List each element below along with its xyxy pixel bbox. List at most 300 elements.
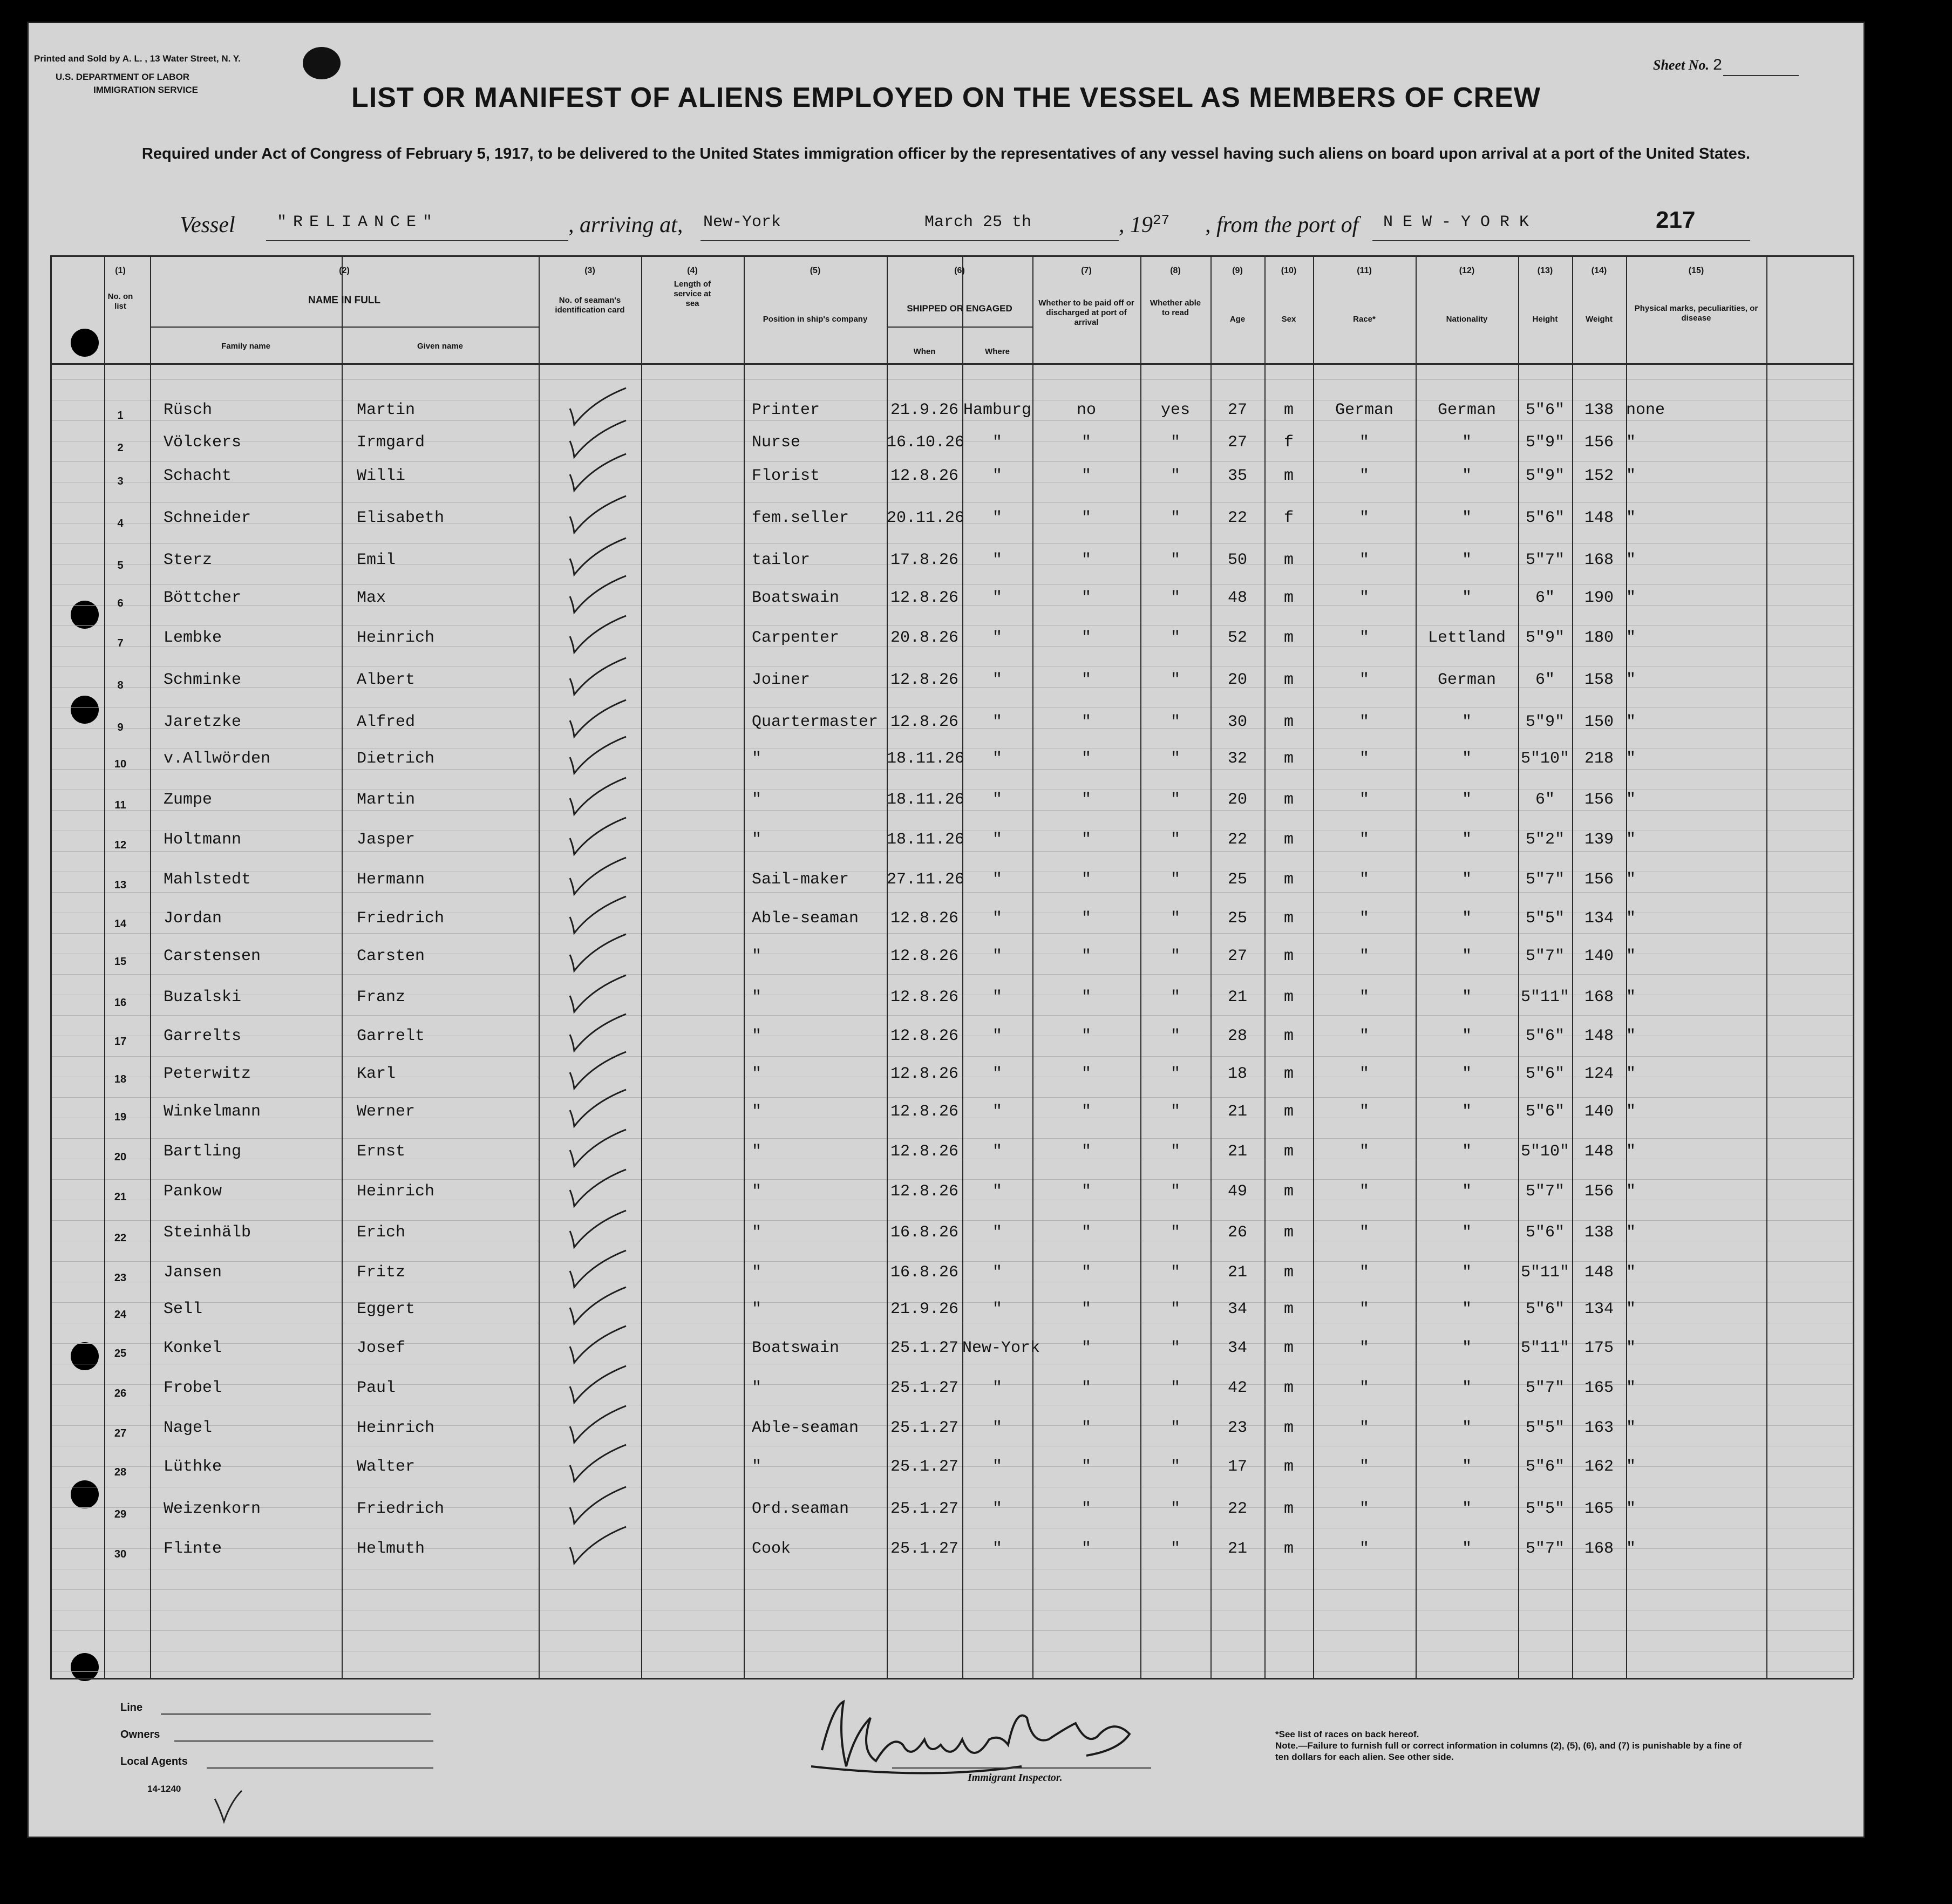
position-cell: Able-seaman [752, 909, 859, 928]
col-header-sex: Sex [1281, 315, 1296, 324]
weight-cell: 165 [1584, 1500, 1614, 1518]
when-cell: 21.9.26 [890, 401, 959, 419]
column-line [641, 255, 642, 1678]
paid-off-cell: " [1081, 1339, 1091, 1357]
able-to-read-cell: " [1170, 1500, 1180, 1518]
col-header-when: When [913, 347, 936, 356]
physical-marks-cell: " [1626, 1027, 1636, 1045]
nationality-cell: " [1461, 1379, 1472, 1397]
paid-off-cell: " [1081, 589, 1091, 607]
able-to-read-cell: " [1170, 1143, 1180, 1161]
physical-marks-cell: " [1626, 871, 1636, 889]
age-cell: 21 [1227, 1263, 1247, 1282]
able-to-read-cell: " [1170, 988, 1180, 1007]
able-to-read-cell: " [1170, 1458, 1180, 1476]
age-cell: 32 [1227, 750, 1247, 768]
when-cell: 12.8.26 [890, 1027, 959, 1045]
column-line [539, 255, 540, 1678]
family-name-cell: Flinte [164, 1540, 222, 1558]
height-cell: 5"10" [1520, 1143, 1569, 1161]
family-name-cell: Jaretzke [164, 713, 242, 731]
weight-cell: 168 [1584, 1540, 1614, 1558]
where-cell: " [992, 831, 1002, 849]
row-number-cell: 26 [114, 1388, 127, 1399]
race-cell: " [1359, 831, 1369, 849]
where-cell: " [992, 509, 1002, 527]
position-cell: " [752, 791, 762, 809]
height-cell: 5"7" [1525, 1182, 1565, 1201]
race-cell: " [1359, 909, 1369, 928]
able-to-read-cell: " [1170, 750, 1180, 768]
given-name-cell: Hermann [357, 871, 425, 889]
page-title: LIST OR MANIFEST OF ALIENS EMPLOYED ON THE VESSEL AS MEMBERS OF CREW [351, 82, 1541, 113]
race-cell: " [1359, 551, 1369, 569]
col-header-height: Height [1532, 315, 1558, 324]
physical-marks-cell: " [1626, 1065, 1636, 1083]
able-to-read-cell: " [1170, 713, 1180, 731]
where-cell: " [992, 1540, 1002, 1558]
race-cell: " [1359, 947, 1369, 965]
able-to-read-cell: yes [1160, 401, 1190, 419]
row-number-cell: 21 [114, 1191, 127, 1203]
check-mark-icon [566, 535, 630, 578]
when-cell: 12.8.26 [890, 909, 959, 928]
col-num-14: (14) [1591, 266, 1607, 275]
family-name-cell: Lembke [164, 629, 222, 647]
paid-off-cell: " [1081, 671, 1091, 689]
weight-cell: 180 [1584, 629, 1614, 647]
row-number-cell: 9 [117, 722, 124, 733]
given-name-cell: Martin [357, 401, 416, 419]
sex-cell: m [1283, 401, 1294, 419]
sex-cell: m [1283, 1339, 1294, 1357]
given-name-cell: Albert [357, 671, 416, 689]
col-num-2: (2) [339, 266, 350, 275]
family-name-cell: Carstensen [164, 947, 261, 965]
ruled-line [50, 1138, 1853, 1139]
position-cell: " [752, 1223, 762, 1242]
age-cell: 42 [1227, 1379, 1247, 1397]
sex-cell: m [1283, 671, 1294, 689]
weight-cell: 190 [1584, 589, 1614, 607]
row-number-cell: 7 [117, 637, 124, 649]
family-name-cell: Rüsch [164, 401, 213, 419]
age-cell: 52 [1227, 629, 1247, 647]
family-name-cell: Holtmann [164, 831, 242, 849]
where-cell: " [992, 871, 1002, 889]
height-cell: 5"6" [1525, 1103, 1565, 1121]
arriving-port: New-York [703, 213, 781, 232]
able-to-read-cell: " [1170, 589, 1180, 607]
ruled-line [50, 461, 1853, 462]
age-cell: 50 [1227, 551, 1247, 569]
check-mark-icon [566, 774, 630, 818]
physical-marks-cell: " [1626, 791, 1636, 809]
physical-marks-cell: " [1626, 1143, 1636, 1161]
sex-cell: m [1283, 909, 1294, 928]
given-name-cell: Jasper [357, 831, 416, 849]
col-header-name-in-full: NAME IN FULL [308, 295, 381, 306]
family-name-cell: Sterz [164, 551, 213, 569]
age-cell: 34 [1227, 1300, 1247, 1318]
row-number-cell: 22 [114, 1232, 127, 1244]
position-cell: " [752, 1065, 762, 1083]
where-cell: " [992, 1065, 1002, 1083]
col-header-nationality: Nationality [1446, 315, 1488, 324]
given-name-cell: Fritz [357, 1263, 406, 1282]
where-cell: " [992, 467, 1002, 485]
where-cell: New-York [962, 1339, 1040, 1357]
physical-marks-cell: " [1626, 1540, 1636, 1558]
paid-off-cell: " [1081, 433, 1091, 452]
punch-hole [71, 1342, 99, 1370]
weight-cell: 124 [1584, 1065, 1614, 1083]
col-header-paid-off: Whether to be paid off or discharged at port of arrival [1038, 298, 1134, 327]
when-cell: 20.8.26 [890, 629, 959, 647]
check-mark-icon [566, 1441, 630, 1485]
when-cell: 18.11.26 [887, 750, 965, 768]
race-cell: " [1359, 1339, 1369, 1357]
check-mark-icon [566, 814, 630, 858]
position-cell: " [752, 1027, 762, 1045]
arriving-label: , arriving at, [568, 213, 683, 237]
check-mark-icon [566, 655, 630, 698]
col-num-6: (6) [954, 266, 965, 275]
height-cell: 5"11" [1520, 1263, 1569, 1282]
ruled-line [50, 543, 1853, 544]
height-cell: 5"7" [1525, 551, 1565, 569]
punch-hole [71, 1480, 99, 1508]
given-name-cell: Werner [357, 1103, 416, 1121]
where-cell: " [992, 671, 1002, 689]
able-to-read-cell: " [1170, 871, 1180, 889]
nationality-cell: " [1461, 791, 1472, 809]
check-mark-icon [566, 1284, 630, 1327]
column-line [1766, 255, 1767, 1678]
race-cell: " [1359, 1540, 1369, 1558]
where-cell: " [992, 1458, 1002, 1476]
paid-off-cell: " [1081, 909, 1091, 928]
where-cell: " [992, 1263, 1002, 1282]
col-num-4: (4) [687, 266, 698, 275]
column-line [150, 255, 151, 1678]
able-to-read-cell: " [1170, 629, 1180, 647]
race-cell: " [1359, 988, 1369, 1007]
column-line [1853, 255, 1854, 1678]
nationality-cell: " [1461, 1419, 1472, 1437]
col-num-7: (7) [1081, 266, 1092, 275]
row-number-cell: 24 [114, 1309, 127, 1321]
check-mark-icon [566, 613, 630, 656]
age-cell: 34 [1227, 1339, 1247, 1357]
row-number-cell: 28 [114, 1466, 127, 1478]
position-cell: " [752, 1103, 762, 1121]
given-name-cell: Elisabeth [357, 509, 445, 527]
sex-cell: m [1283, 589, 1294, 607]
row-number-cell: 20 [114, 1151, 127, 1163]
age-cell: 17 [1227, 1458, 1247, 1476]
given-name-cell: Irmgard [357, 433, 425, 452]
sex-cell: m [1283, 1143, 1294, 1161]
able-to-read-cell: " [1170, 509, 1180, 527]
able-to-read-cell: " [1170, 1182, 1180, 1201]
age-cell: 30 [1227, 713, 1247, 731]
col-header-no-on-list: No. on list [107, 292, 133, 311]
family-name-cell: v.Allwörden [164, 750, 271, 768]
height-cell: 5"6" [1525, 1300, 1565, 1318]
age-cell: 22 [1227, 1500, 1247, 1518]
row-number-cell: 2 [117, 442, 124, 454]
able-to-read-cell: " [1170, 791, 1180, 809]
age-cell: 23 [1227, 1419, 1247, 1437]
position-cell: Boatswain [752, 589, 840, 607]
paid-off-cell: " [1081, 1103, 1091, 1121]
ruled-line [50, 933, 1853, 934]
physical-marks-cell: " [1626, 1339, 1636, 1357]
when-cell: 12.8.26 [890, 671, 959, 689]
physical-marks-cell: " [1626, 1182, 1636, 1201]
age-cell: 28 [1227, 1027, 1247, 1045]
row-number-cell: 30 [114, 1548, 127, 1560]
family-name-cell: Buzalski [164, 988, 242, 1007]
printer-line: Printed and Sold by A. L. , 13 Water Street, N. Y. [34, 53, 241, 64]
paid-off-cell: " [1081, 1419, 1091, 1437]
race-cell: " [1359, 713, 1369, 731]
position-cell: Nurse [752, 433, 801, 452]
able-to-read-cell: " [1170, 1379, 1180, 1397]
nationality-cell: " [1461, 831, 1472, 849]
race-cell: German [1335, 401, 1394, 419]
paid-off-cell: " [1081, 1379, 1091, 1397]
paid-off-cell: " [1081, 988, 1091, 1007]
age-cell: 21 [1227, 1103, 1247, 1121]
col-num-11: (11) [1357, 266, 1372, 275]
when-cell: 20.11.26 [887, 509, 965, 527]
column-line [50, 255, 52, 1678]
sex-cell: m [1283, 1540, 1294, 1558]
position-cell: Ord.seaman [752, 1500, 849, 1518]
ruled-line [50, 810, 1853, 811]
row-number-cell: 5 [117, 560, 124, 572]
ruled-line [50, 1056, 1853, 1057]
given-name-cell: Franz [357, 988, 406, 1007]
race-cell: " [1359, 1103, 1369, 1121]
sex-cell: m [1283, 629, 1294, 647]
when-cell: 12.8.26 [890, 589, 959, 607]
age-cell: 35 [1227, 467, 1247, 485]
where-cell: " [992, 1182, 1002, 1201]
able-to-read-cell: " [1170, 671, 1180, 689]
position-cell: Carpenter [752, 629, 840, 647]
col-num-5: (5) [810, 266, 821, 275]
check-mark-icon [566, 1207, 630, 1250]
where-cell: " [992, 1103, 1002, 1121]
position-cell: Joiner [752, 671, 811, 689]
col-header-able-to-read: Whether able to read [1150, 298, 1201, 317]
family-name-cell: Zumpe [164, 791, 213, 809]
nationality-cell: " [1461, 551, 1472, 569]
family-name-cell: Peterwitz [164, 1065, 251, 1083]
weight-cell: 148 [1584, 1027, 1614, 1045]
family-name-cell: Völckers [164, 433, 242, 452]
check-mark-icon [566, 1403, 630, 1446]
given-name-cell: Eggert [357, 1300, 416, 1318]
when-cell: 12.8.26 [890, 1065, 959, 1083]
check-mark-icon [566, 1166, 630, 1209]
given-name-cell: Friedrich [357, 1500, 445, 1518]
height-cell: 5"10" [1520, 750, 1569, 768]
owners-label: Owners [120, 1729, 160, 1740]
position-cell: " [752, 750, 762, 768]
row-number-cell: 8 [117, 679, 124, 691]
nationality-cell: " [1461, 467, 1472, 485]
paid-off-cell: " [1081, 1300, 1091, 1318]
age-cell: 21 [1227, 1540, 1247, 1558]
row-number-cell: 6 [117, 597, 124, 609]
able-to-read-cell: " [1170, 1103, 1180, 1121]
check-mark-icon [566, 1049, 630, 1092]
height-cell: 5"9" [1525, 433, 1565, 452]
check-mark-icon [566, 733, 630, 777]
row-number-cell: 13 [114, 879, 127, 891]
row-number-cell: 16 [114, 997, 127, 1009]
position-cell: " [752, 1458, 762, 1476]
given-name-cell: Alfred [357, 713, 416, 731]
paid-off-cell: " [1081, 791, 1091, 809]
nationality-cell: " [1461, 1300, 1472, 1318]
race-cell: " [1359, 1223, 1369, 1242]
where-cell: " [992, 629, 1002, 647]
race-cell: " [1359, 1419, 1369, 1437]
position-cell: Quartermaster [752, 713, 879, 731]
family-name-cell: Böttcher [164, 589, 242, 607]
height-cell: 5"2" [1525, 831, 1565, 849]
when-cell: 12.8.26 [890, 467, 959, 485]
height-cell: 5"6" [1525, 401, 1565, 419]
where-cell: " [992, 947, 1002, 965]
position-cell: Sail-maker [752, 871, 849, 889]
where-cell: " [992, 1500, 1002, 1518]
nationality-cell: " [1461, 750, 1472, 768]
manifest-sheet [27, 22, 1865, 1838]
col-num-9: (9) [1232, 266, 1243, 275]
when-cell: 25.1.27 [890, 1339, 959, 1357]
height-cell: 5"6" [1525, 509, 1565, 527]
given-name-cell: Friedrich [357, 909, 445, 928]
given-name-cell: Dietrich [357, 750, 435, 768]
when-cell: 12.8.26 [890, 1103, 959, 1121]
weight-cell: 156 [1584, 871, 1614, 889]
paid-off-cell: " [1081, 1263, 1091, 1282]
col-num-3: (3) [584, 266, 595, 275]
when-cell: 12.8.26 [890, 947, 959, 965]
race-cell: " [1359, 433, 1369, 452]
sex-cell: m [1283, 1103, 1294, 1121]
physical-marks-cell: " [1626, 713, 1636, 731]
weight-cell: 140 [1584, 947, 1614, 965]
given-name-cell: Karl [357, 1065, 396, 1083]
position-cell: tailor [752, 551, 811, 569]
where-cell: " [992, 1143, 1002, 1161]
ruled-line [50, 584, 1853, 585]
col-header-position: Position in ship's company [763, 315, 868, 324]
family-name-cell: Sell [164, 1300, 203, 1318]
race-cell: " [1359, 629, 1369, 647]
paid-off-cell: no [1076, 401, 1096, 419]
height-cell: 5"7" [1525, 871, 1565, 889]
age-cell: 22 [1227, 509, 1247, 527]
col-header-physical-marks: Physical marks, peculiarities, or disease [1634, 304, 1758, 323]
physical-marks-cell: " [1626, 1223, 1636, 1242]
punch-hole [71, 696, 99, 724]
weight-cell: 134 [1584, 1300, 1614, 1318]
weight-cell: 158 [1584, 671, 1614, 689]
ruled-line [50, 1015, 1853, 1016]
given-name-cell: Heinrich [357, 1182, 435, 1201]
age-cell: 25 [1227, 871, 1247, 889]
able-to-read-cell: " [1170, 909, 1180, 928]
from-port-label: , from the port of [1205, 213, 1359, 237]
physical-marks-cell: " [1626, 467, 1636, 485]
col-header-shipped-engaged: SHIPPED OR ENGAGED [907, 303, 1012, 314]
given-name-cell: Paul [357, 1379, 396, 1397]
able-to-read-cell: " [1170, 1223, 1180, 1242]
height-cell: 5"6" [1525, 1027, 1565, 1045]
check-mark-icon [566, 1086, 630, 1130]
ruled-line [50, 420, 1853, 421]
where-cell: " [992, 433, 1002, 452]
ruled-line [50, 1589, 1853, 1590]
service-line: IMMIGRATION SERVICE [93, 85, 198, 95]
nationality-cell: " [1461, 1263, 1472, 1282]
able-to-read-cell: " [1170, 1300, 1180, 1318]
row-number-cell: 17 [114, 1036, 127, 1048]
sex-cell: m [1283, 1458, 1294, 1476]
family-name-cell: Pankow [164, 1182, 222, 1201]
physical-marks-cell: " [1626, 750, 1636, 768]
given-name-cell: Josef [357, 1339, 406, 1357]
form-number: 14-1240 [147, 1784, 181, 1794]
family-name-cell: Schacht [164, 467, 232, 485]
col-num-13: (13) [1537, 266, 1553, 275]
sex-cell: m [1283, 791, 1294, 809]
age-cell: 27 [1227, 947, 1247, 965]
paid-off-cell: " [1081, 1182, 1091, 1201]
weight-cell: 156 [1584, 1182, 1614, 1201]
given-name-cell: Heinrich [357, 1419, 435, 1437]
where-cell: " [992, 791, 1002, 809]
family-name-cell: Winkelmann [164, 1103, 261, 1121]
race-cell: " [1359, 467, 1369, 485]
row-number-cell: 11 [114, 799, 126, 811]
sex-cell: m [1283, 551, 1294, 569]
weight-cell: 148 [1584, 509, 1614, 527]
row-number-cell: 10 [114, 758, 127, 770]
height-cell: 5"9" [1525, 713, 1565, 731]
age-cell: 22 [1227, 831, 1247, 849]
sheet-number-label: Sheet No. 2 [1653, 57, 1723, 75]
position-cell: " [752, 1379, 762, 1397]
weight-cell: 152 [1584, 467, 1614, 485]
where-cell: " [992, 1300, 1002, 1318]
nationality-cell: " [1461, 988, 1472, 1007]
family-name-cell: Schneider [164, 509, 251, 527]
ruled-line [50, 1179, 1853, 1180]
sex-cell: m [1283, 1500, 1294, 1518]
nationality-cell: German [1437, 401, 1497, 419]
where-cell: Hamburg [963, 401, 1032, 419]
paid-off-cell: " [1081, 947, 1091, 965]
